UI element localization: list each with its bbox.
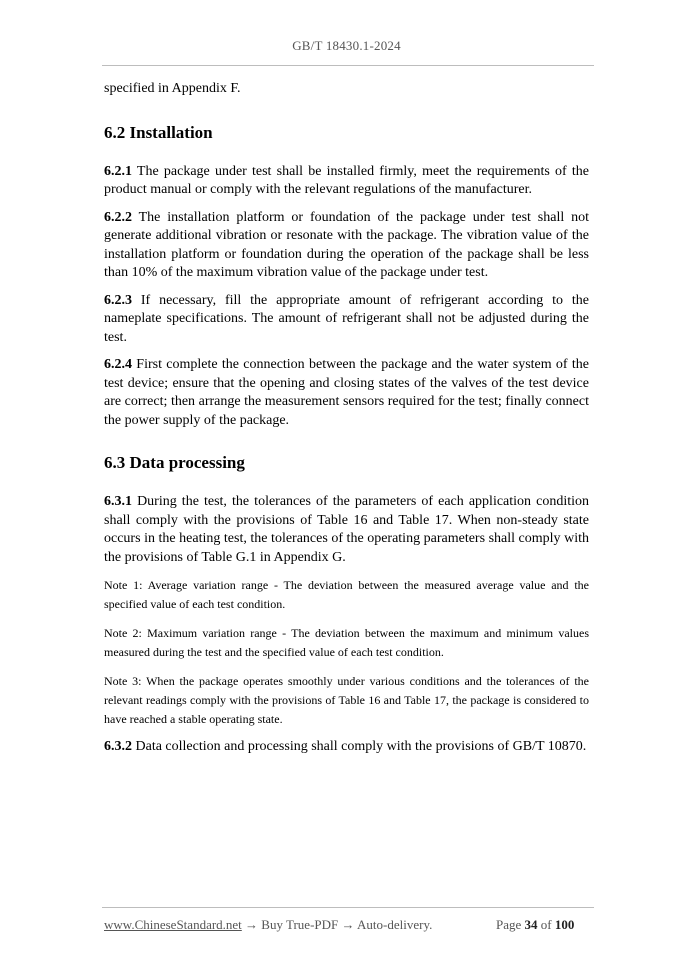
intro-text: specified in Appendix F. [104, 81, 241, 96]
clause-number: 6.2.3 [104, 292, 132, 308]
page-label: Page [496, 917, 522, 932]
clause-6-3-1 [104, 493, 589, 567]
section-heading-data-processing: 6.3 Data processing [104, 453, 245, 472]
clause-6-2-1 [104, 163, 589, 200]
clause-number: 6.3.2 [104, 739, 132, 754]
note-1: Note 1: Average variation range - The deviation between the measured average value and the specified value of each test condition. [104, 578, 589, 611]
arrow-icon: → [245, 917, 259, 932]
clause-6-3-2 [104, 738, 589, 757]
clause-text: The package under test shall be installed firmly, meet the requirements of the product manual or comply with the relevant regulations of the manufacturer. [104, 163, 589, 197]
note-3: Note 3: When the package operates smoothly under various conditions and the tolerances of the relevant readings comply with the provisions of Table 16 and Table 17, the package is considered to have reached a stable operating state. [104, 674, 589, 726]
clause-text: If necessary, fill the appropriate amount of refrigerant according to the nameplate specifications. The amount of refrigerant shall not be adjusted during the test. [104, 292, 589, 345]
document-header: GB/T 18430.1-2024 [292, 38, 401, 53]
clause-number: 6.2.2 [104, 209, 132, 225]
clause-6-2-3 [104, 292, 589, 348]
page-number [496, 917, 574, 933]
header-divider [102, 65, 594, 66]
footer-promo [104, 917, 432, 933]
buy-text: Buy True-PDF [261, 917, 339, 932]
footer-divider [102, 907, 594, 908]
site-link[interactable]: www.ChineseStandard.net [104, 917, 242, 932]
clause-number: 6.3.1 [104, 494, 132, 509]
page-content [104, 80, 589, 757]
note-2: Note 2: Maximum variation range - The deviation between the maximum and minimum values measured during the test and the specified value of each test condition. [104, 626, 589, 659]
clause-number: 6.2.1 [104, 163, 132, 179]
clause-text: First complete the connection between the package and the water system of the test device; ensure that the opening and closing states of the valves of the test device are correct; then arrange the measurement sensors required for the test; finally connect the power supply of the package. [104, 357, 589, 428]
of-label: of [540, 917, 552, 932]
clause-text: Data collection and processing shall comply with the provisions of GB/T 10870. [132, 739, 587, 754]
clause-text: During the test, the tolerances of the parameters of each application condition shall comply with the provisions of Table 16 and Table 17. When non-steady state occurs in the heating test, the tolerances of the operating parameters shall comply with the provisions of Table G.1 in Appendix G. [104, 494, 589, 565]
section-heading-installation: 6.2 Installation [104, 122, 213, 142]
clause-number: 6.2.4 [104, 357, 132, 372]
total-pages: 100 [554, 917, 575, 932]
clause-text: The installation platform or foundation of the package under test shall not generate additional vibration or resonate with the package. The vibration value of the installation platform or foundation during the operation of the package shall be less than 10% of the maximum vibration value of the package under test. [104, 209, 589, 280]
arrow-icon: → [341, 917, 355, 932]
clause-6-2-2 [104, 209, 589, 283]
delivery-text: Auto-delivery. [357, 917, 433, 932]
current-page: 34 [524, 917, 538, 932]
clause-6-2-4 [104, 356, 589, 430]
